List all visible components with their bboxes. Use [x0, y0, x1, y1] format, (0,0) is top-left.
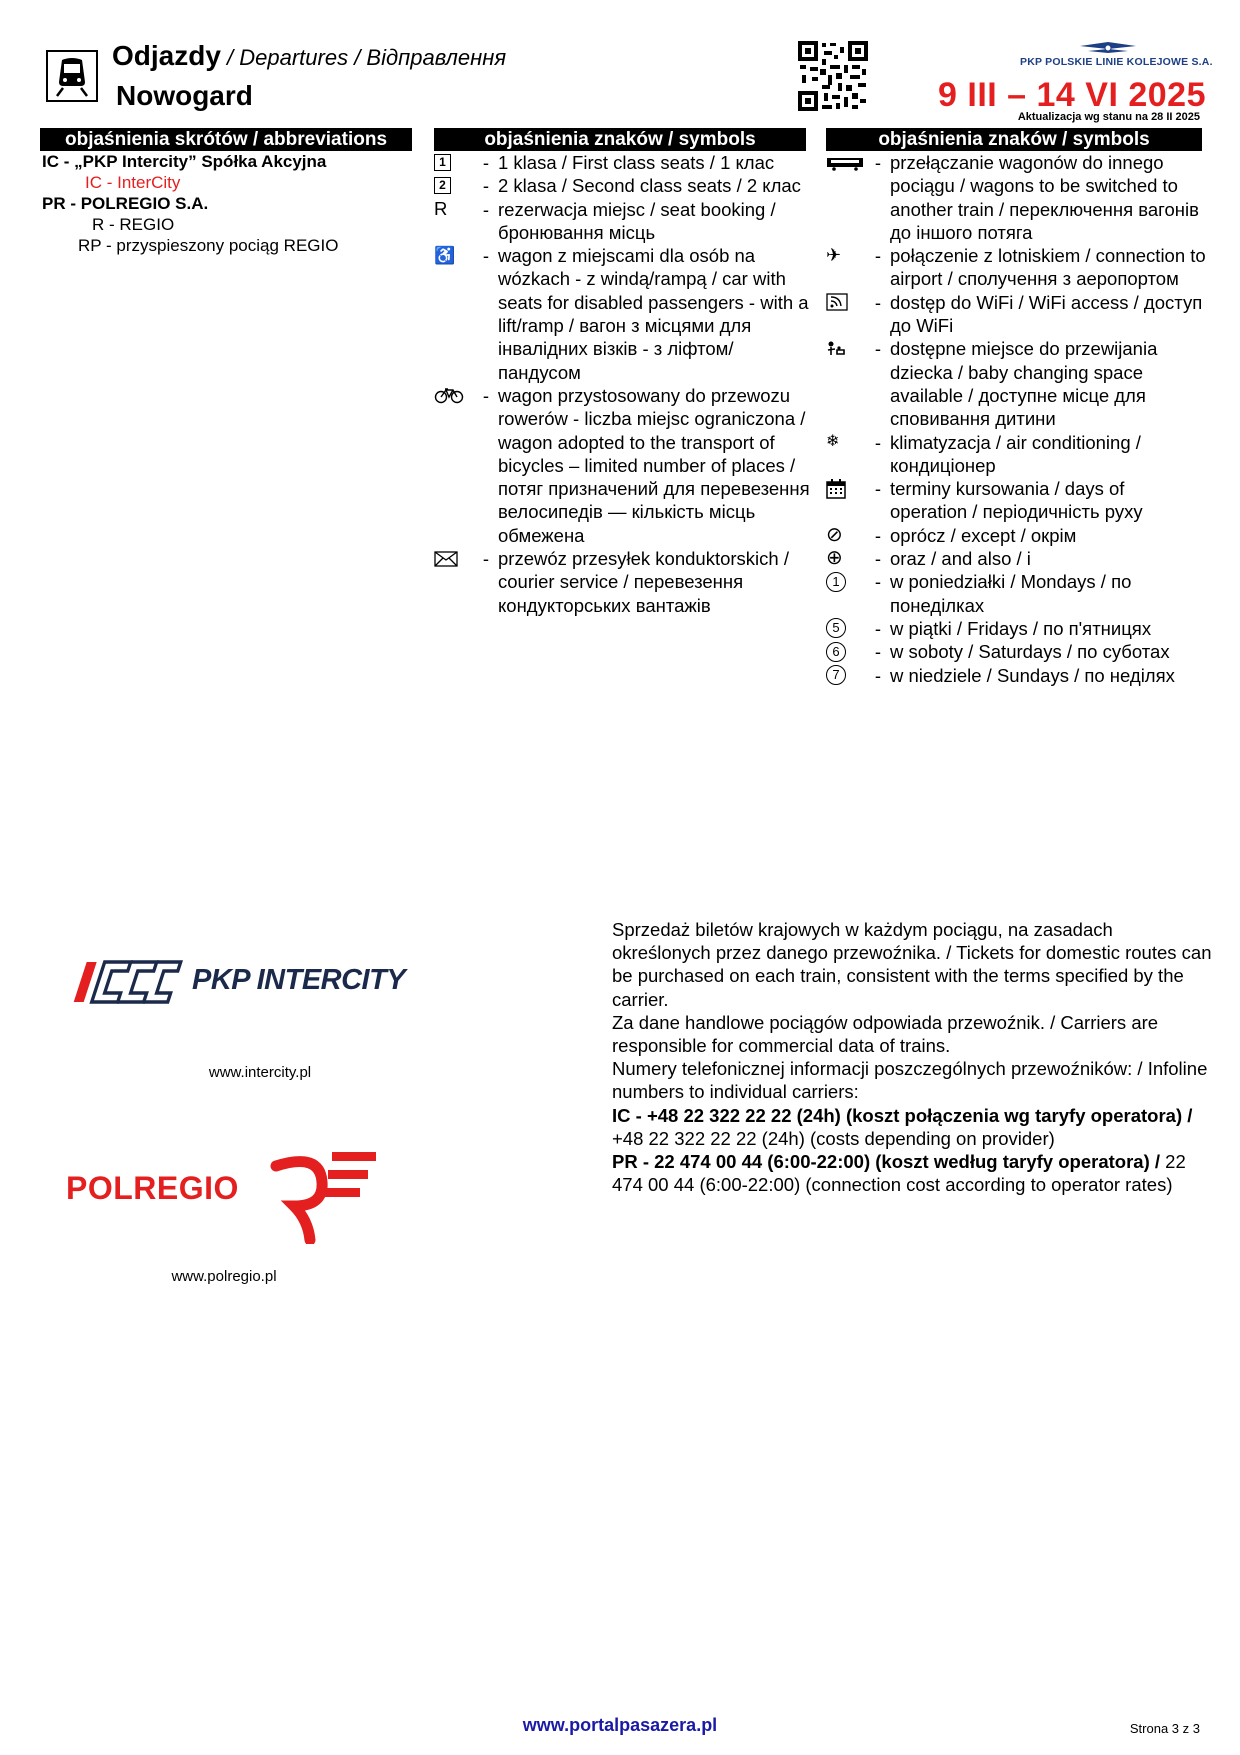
symbol-description: 1 klasa / First class seats / 1 клас — [498, 152, 775, 173]
polregio-url[interactable]: www.polregio.pl — [171, 1268, 277, 1285]
symbol-description: połączenie z lotniskiem / connection to airport / сполучення з аеропортом — [890, 245, 1206, 290]
symbol-description: przełączanie wagonów do innego pociągu / wagons to be switched to another train / переключення вагонів до іншого потяга — [890, 152, 1199, 243]
abbr-rp-regio: RP - przyspieszony pociąg REGIO — [78, 236, 339, 255]
bicycle-icon — [434, 386, 464, 404]
wheelchair-icon: ♿ — [434, 246, 456, 266]
sunday-circle-icon: 7 — [826, 665, 846, 685]
info-pr-phone — [612, 1150, 1212, 1196]
station-name: Nowogard — [116, 80, 253, 111]
info-pr-phone-pl: PR - 22 474 00 44 (6:00-22:00) (koszt według taryfy operatora) / — [612, 1151, 1166, 1173]
snowflake-icon: ❄ — [826, 433, 840, 451]
symbol-description: przewóz przesyłek konduktorskich / courier service / перевезення кондукторських вантажів — [498, 548, 789, 616]
list-item: 2 - 2 klasa / Second class seats / 2 клас — [434, 174, 810, 197]
list-item: ⊘ - oprócz / except / окрім — [826, 524, 1206, 547]
train-icon — [46, 50, 98, 102]
monday-circle-icon: 1 — [826, 572, 846, 592]
list-item: ⊕ - oraz / and also / і — [826, 547, 1206, 570]
symbol-description: w soboty / Saturdays / по суботах — [890, 641, 1170, 663]
ticket-info-block — [612, 918, 1212, 1196]
info-infoline-heading: Numery telefonicznej informacji poszczególnych przewoźników: / Infoline numbers to individual carriers: — [612, 1058, 1208, 1103]
symbol-description: wagon z miejscami dla osób na wózkach - z windą/rampą / car with seats for disabled passengers - with a lift/ramp / вагон з місцями для інвалідних візків - з ліфтом/пандусом — [498, 245, 809, 383]
wifi-icon — [826, 293, 848, 311]
baby-changing-icon — [826, 340, 846, 358]
symbols-list-left — [434, 151, 810, 617]
except-icon: ⊘ — [826, 523, 843, 546]
symbol-description: klimatyzacja / air conditioning / кондиціонер — [890, 431, 1141, 476]
abbreviations-heading: objaśnienia skrótów / abbreviations — [40, 128, 412, 151]
polregio-r-mark-icon — [262, 1148, 382, 1244]
second-class-box-icon: 2 — [434, 177, 451, 194]
list-item: - dostęp do WiFi / WiFi access / доступ до WiFi — [826, 291, 1206, 338]
page-number: Strona 3 z 3 — [1129, 1721, 1200, 1736]
list-item: - terminy kursowania / days of operation / періодичність руху — [826, 477, 1206, 524]
list-item: R - rezerwacja miejsc / seat booking / бронювання місць — [434, 198, 810, 245]
symbol-description: 2 klasa / Second class seats / 2 клас — [498, 175, 801, 197]
list-item: - dostępne miejsce do przewijania dziecka / baby changing space available / доступне місце для сповивання дитини — [826, 337, 1206, 430]
abbr-r-regio: R - REGIO — [92, 215, 175, 234]
intercity-logo-text: PKP INTERCITY — [192, 964, 406, 996]
info-ic-phone-en: +48 22 322 22 22 (24h) (costs depending on provider) — [612, 1127, 1055, 1149]
list-item: ❄ - klimatyzacja / air conditioning / кондиціонер — [826, 431, 1206, 478]
symbol-description: dostępne miejsce do przewijania dziecka / baby changing space available / доступне місце для сповивання дитини — [890, 338, 1158, 430]
reservation-r-icon: R — [434, 198, 448, 220]
symbol-description: w poniedziałki / Mondays / по понеділках — [890, 571, 1132, 616]
abbreviations-list — [42, 151, 338, 256]
symbol-description: rezerwacja miejsc / seat booking / бронювання місць — [498, 198, 776, 243]
title-main: Odjazdy — [112, 40, 221, 71]
info-tickets: Sprzedaż biletów krajowych w każdym pociągu, na zasadach określonych przez danego przewoźnika. / Tickets for domestic routes can be purchased on each train, consistent with the terms specified by the carrier. — [612, 919, 1212, 1010]
and-also-icon: ⊕ — [826, 546, 843, 569]
validity-date-range: 9 III – 14 VI 2025 — [938, 76, 1206, 114]
symbol-description: terminy kursowania / days of operation / періодичність руху — [890, 478, 1143, 523]
intercity-logo — [70, 958, 430, 1008]
abbr-ic-intercity: IC - InterCity — [85, 173, 181, 192]
pkp-brand-text: PKP POLSKIE LINIE KOLEJOWE S.A. — [1020, 56, 1213, 68]
info-pr-phone-en: 22 474 00 44 (6:00-22:00) (connection cost according to operator rates) — [612, 1151, 1186, 1196]
abbr-ic-full: IC - „PKP Intercity” Spółka Akcyjna — [42, 152, 327, 171]
symbols-list-right — [826, 151, 1206, 687]
saturday-circle-icon: 6 — [826, 642, 846, 662]
symbol-description: wagon przystosowany do przewozu rowerów - liczba miejsc ograniczona / wagon adopted to the transport of bicycles – limited number of places / потяг призначений для перевезення велосипедів — кількість місць обмежена — [498, 384, 810, 546]
polregio-text: POLREGIO — [66, 1170, 239, 1206]
update-note: Aktualizacja wg stanu na 28 II 2025 — [1017, 111, 1200, 123]
airplane-icon: ✈ — [826, 245, 842, 266]
title-subtitle: / Departures / Відправлення — [220, 45, 507, 70]
polregio-logo-text — [66, 1170, 239, 1207]
info-commercial-data: Za dane handlowe pociągów odpowiada przewoźnik. / Carriers are responsible for commercial data of trains. — [612, 1011, 1159, 1057]
list-item: 7 - w niedziele / Sundays / по неділях — [826, 664, 1206, 687]
symbol-description: oraz / and also / і — [890, 548, 1031, 570]
list-item: 5 - w piątki / Fridays / по п'ятницях — [826, 617, 1206, 640]
symbol-description: w piątki / Fridays / по п'ятницях — [890, 617, 1152, 639]
calendar-icon — [826, 479, 846, 499]
polregio-logo — [66, 1148, 386, 1244]
list-item: ✈ - połączenie z lotniskiem / connection to airport / сполучення з аеропортом — [826, 245, 1206, 290]
symbols-heading-right: objaśnienia znaków / symbols — [826, 128, 1202, 151]
symbol-description: w niedziele / Sundays / по неділях — [890, 664, 1175, 686]
list-item: - przełączanie wagonów do innego pociągu / wagons to be switched to another train / переключення вагонів до іншого потяга — [826, 151, 1206, 244]
symbol-description: oprócz / except / окрім — [890, 524, 1077, 546]
wagon-switch-icon — [826, 155, 866, 171]
pkp-plk-logo — [1020, 40, 1213, 74]
first-class-box-icon: 1 — [434, 154, 451, 171]
list-item: 1 - w poniedziałki / Mondays / по понеділках — [826, 570, 1206, 617]
page-title — [112, 40, 506, 72]
friday-circle-icon: 5 — [826, 618, 846, 638]
info-ic-phone-pl: IC - +48 22 322 22 22 (24h) (koszt połączenia wg taryfy operatora) / — [612, 1104, 1193, 1126]
list-item: ♿ - wagon z miejscami dla osób na wózkach - z windą/rampą / car with seats for disabled passengers - with a lift/ramp / вагон з місцями для інвалідних візків - з ліфтом/пандусом — [434, 245, 809, 383]
list-item: - przewóz przesyłek konduktorskich / courier service / перевезення кондукторських вантажів — [434, 547, 810, 617]
list-item: - wagon przystosowany do przewozu rowerów - liczba miejsc ograniczona / wagon adopted to the transport of bicycles – limited number of places / потяг призначений для перевезення велосипедів — кількість місць обмежена — [434, 384, 810, 547]
qr-code-icon — [798, 41, 868, 111]
abbr-pr-full: PR - POLREGIO S.A. — [42, 194, 209, 213]
pkp-wings-icon — [1078, 40, 1138, 56]
list-item: 6 - w soboty / Saturdays / по суботах — [826, 640, 1206, 663]
envelope-icon — [434, 551, 458, 567]
portal-url-link[interactable]: www.portalpasazera.pl — [522, 1715, 718, 1735]
intercity-url[interactable]: www.intercity.pl — [208, 1064, 312, 1081]
list-item: 1 - 1 klasa / First class seats / 1 клас — [434, 151, 810, 174]
symbol-description: dostęp do WiFi / WiFi access / доступ до WiFi — [890, 291, 1203, 337]
info-ic-phone — [612, 1104, 1212, 1150]
symbols-heading-left: objaśnienia znaków / symbols — [434, 128, 806, 151]
